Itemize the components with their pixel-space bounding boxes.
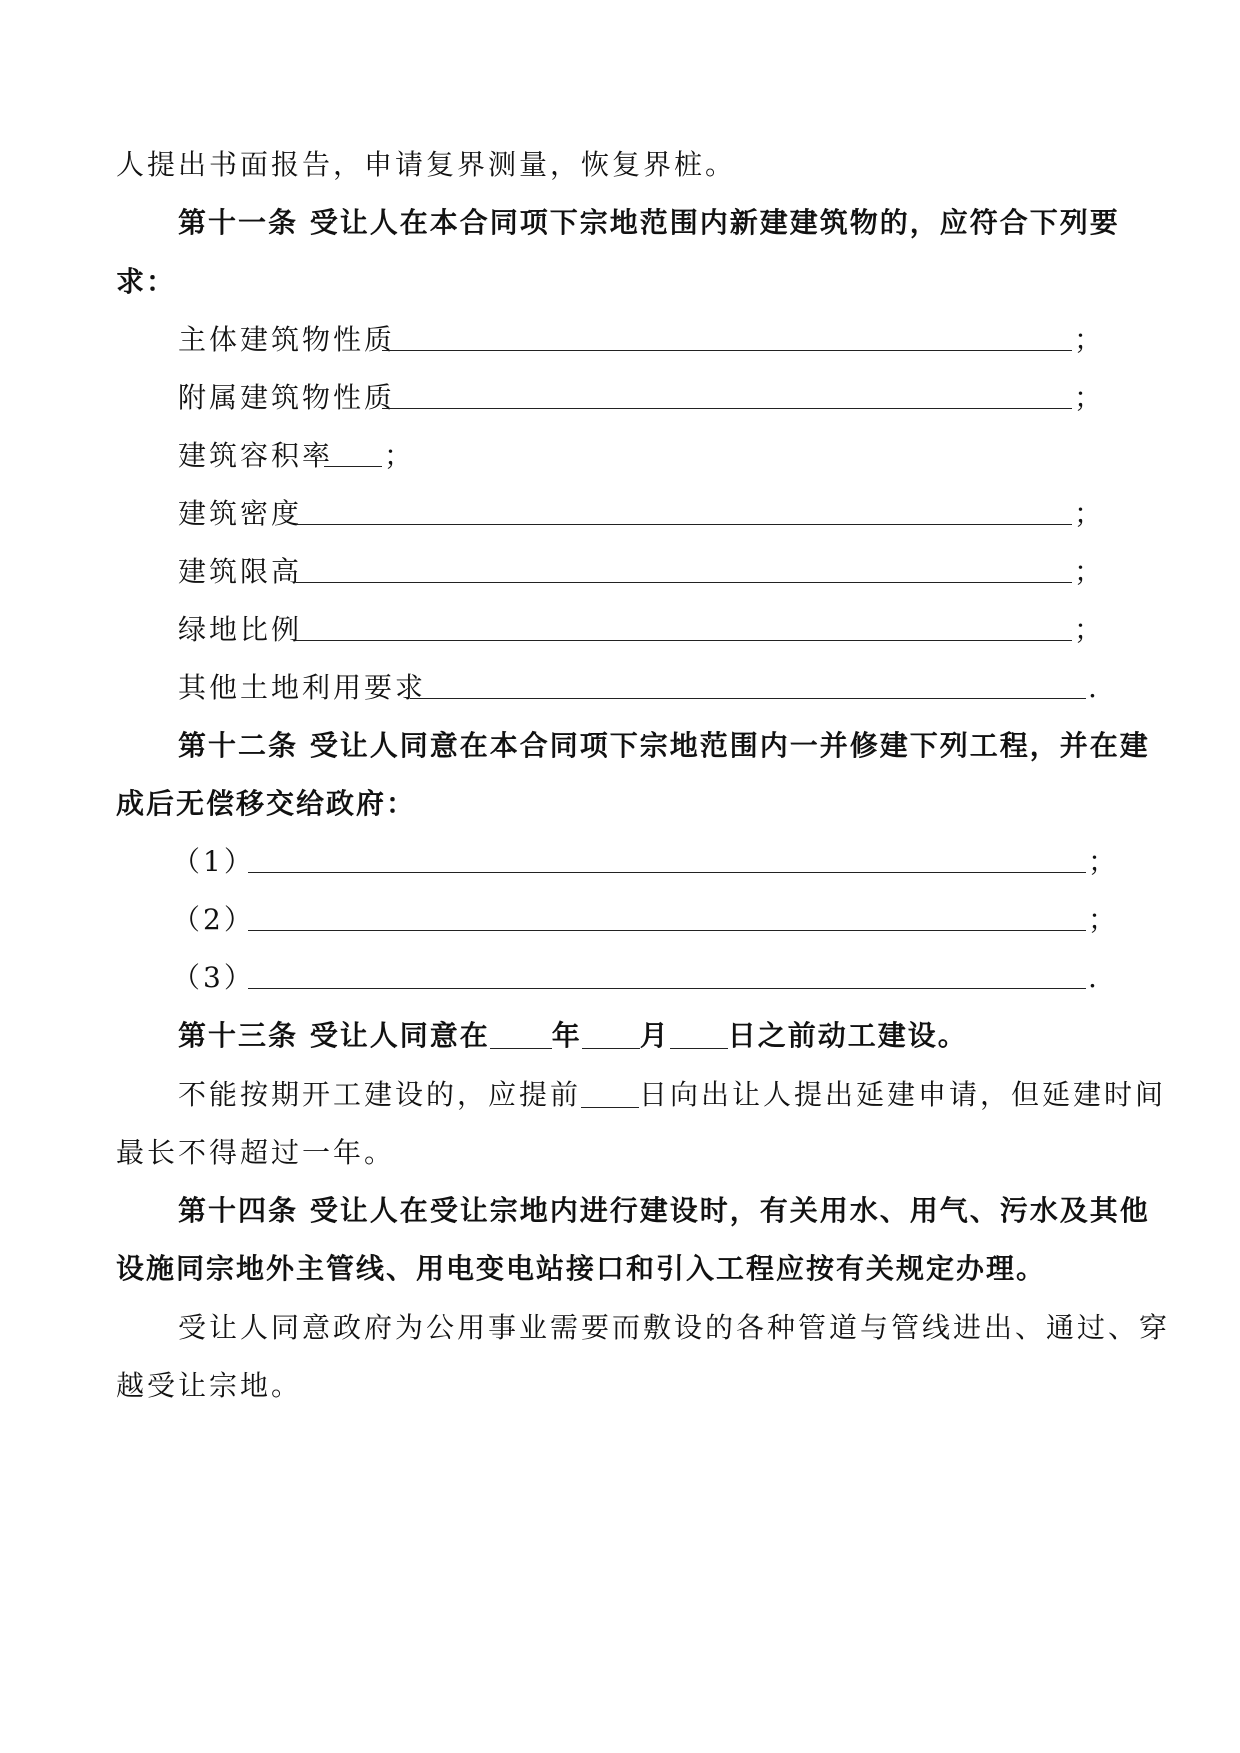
article-12-continuation: 成后无偿移交给政府：	[116, 787, 417, 820]
item-end: .	[1088, 961, 1100, 994]
extension-text-a: 不能按期开工建设的，应提前	[178, 1078, 582, 1111]
item-end: ；	[1088, 903, 1120, 936]
field-end: ；	[384, 439, 416, 472]
item-end: ；	[1088, 845, 1120, 878]
article-13-text-end: 日之前动工建设。	[727, 1019, 968, 1052]
field-label: 建筑限高	[178, 555, 303, 588]
article-14-continuation: 设施同宗地外主管线、用电变电站接口和引入工程应按有关规定办理。	[116, 1252, 1047, 1285]
field-end: ；	[1074, 497, 1106, 530]
field-end: ；	[1074, 555, 1106, 588]
fill-blank[interactable]	[248, 988, 1086, 989]
item-3	[172, 958, 1100, 998]
fill-blank[interactable]	[296, 524, 1072, 525]
year-label: 年	[551, 1019, 582, 1052]
article-13-text-a: 第十三条 受让人同意在	[178, 1019, 490, 1052]
fill-blank[interactable]	[248, 930, 1086, 931]
days-blank[interactable]	[581, 1079, 639, 1108]
field-end: ；	[1074, 613, 1106, 646]
month-label: 月	[639, 1019, 670, 1052]
fill-blank[interactable]	[410, 698, 1086, 699]
field-height-limit	[178, 552, 1106, 592]
fill-blank[interactable]	[382, 350, 1072, 351]
field-building-density	[178, 494, 1106, 534]
field-label: 附属建筑物性质	[178, 381, 396, 414]
article-14-heading: 第十四条 受让人在受让宗地内进行建设时，有关用水、用气、污水及其他	[178, 1194, 1150, 1227]
article-12-heading: 第十二条 受让人同意在本合同项下宗地范围内一并修建下列工程，并在建	[178, 729, 1150, 762]
field-floor-area-ratio	[178, 436, 416, 476]
paragraph-extension-request	[178, 1075, 1166, 1115]
item-label: （2）	[172, 903, 255, 936]
field-other-land-use	[178, 668, 1100, 708]
fill-blank[interactable]	[296, 640, 1072, 641]
paragraph-extension-continuation: 最长不得超过一年。	[116, 1136, 396, 1169]
fill-blank[interactable]	[382, 408, 1072, 409]
paragraph-public-utilities: 受让人同意政府为公用事业需要而敷设的各种管道与管线进出、通过、穿	[178, 1311, 1171, 1344]
field-label: 建筑密度	[178, 497, 303, 530]
fill-blank[interactable]	[324, 466, 382, 467]
extension-text-b: 日向出让人提出延建申请，但延建时间	[639, 1078, 1167, 1111]
year-blank[interactable]	[490, 1020, 552, 1049]
field-end: .	[1088, 671, 1100, 704]
day-blank[interactable]	[670, 1020, 728, 1049]
article-13-heading	[178, 1016, 968, 1056]
field-end: ；	[1074, 381, 1106, 414]
fill-blank[interactable]	[248, 872, 1086, 873]
field-label: 绿地比例	[178, 613, 303, 646]
field-green-ratio	[178, 610, 1106, 650]
field-main-building-nature	[178, 320, 1106, 360]
field-label: 其他土地利用要求	[178, 671, 427, 704]
paragraph-public-utilities-continuation: 越受让宗地。	[116, 1369, 303, 1402]
month-blank[interactable]	[582, 1020, 640, 1049]
item-label: （3）	[172, 961, 255, 994]
paragraph-boundary-report: 人提出书面报告，申请复界测量，恢复界桩。	[116, 148, 737, 181]
field-end: ；	[1074, 323, 1106, 356]
article-11-continuation: 求：	[116, 265, 177, 298]
field-label: 主体建筑物性质	[178, 323, 396, 356]
item-1	[172, 842, 1120, 882]
item-2	[172, 900, 1120, 940]
field-label: 建筑容积率	[178, 439, 334, 472]
article-11-heading: 第十一条 受让人在本合同项下宗地范围内新建建筑物的，应符合下列要	[178, 206, 1120, 239]
fill-blank[interactable]	[296, 582, 1072, 583]
item-label: （1）	[172, 845, 255, 878]
field-auxiliary-building-nature	[178, 378, 1106, 418]
